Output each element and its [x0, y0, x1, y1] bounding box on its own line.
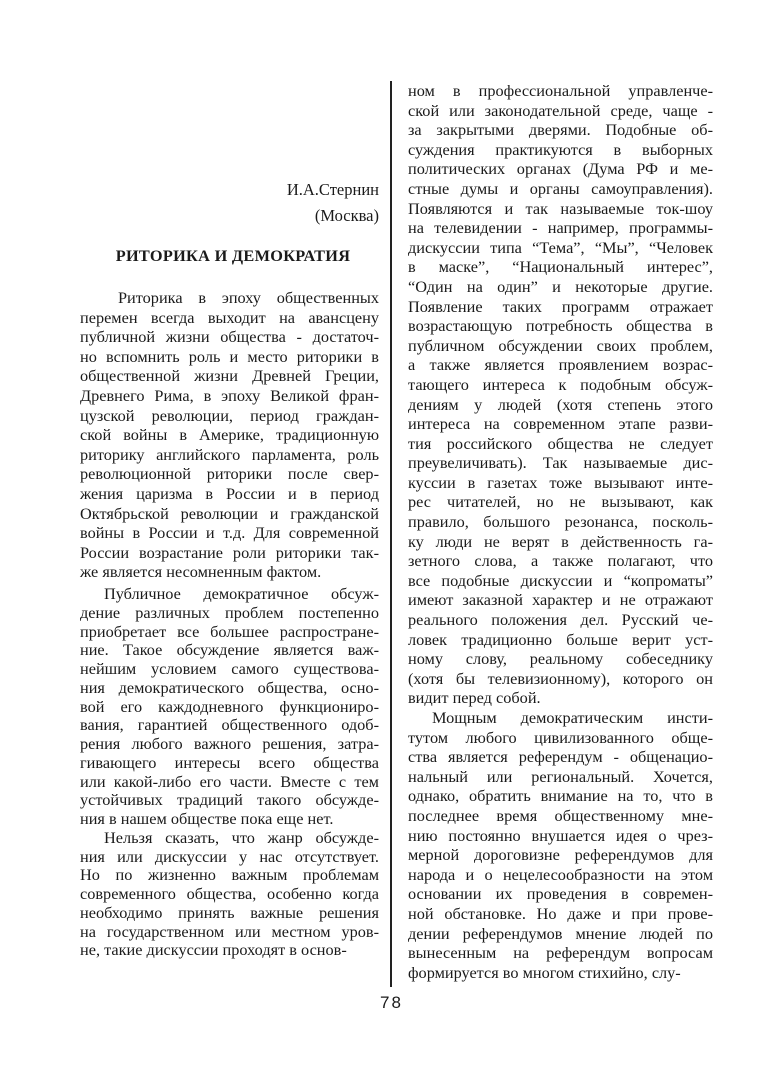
text-line: цузской революции, период граждан- [80, 405, 379, 425]
text-line: приобретает все большее распростране- [80, 621, 379, 641]
text-line: ной обстановке. Но даже и при прове- [408, 903, 713, 923]
text-line: видит перед собой. [408, 688, 541, 708]
text-line: гивающего интересы всего общества [80, 752, 379, 772]
text-line: ской или законодательной среде, чаще - [408, 100, 713, 120]
text-line: последнее время общественному мне- [408, 805, 713, 825]
text-line: тутом любого цивилизованного обще- [408, 727, 713, 747]
text-line: формируется во многом стихийно, слу- [408, 962, 681, 982]
paragraph [80, 585, 379, 960]
text-line: вой его каждодневного функциониро- [80, 696, 379, 716]
page-number: 78 [380, 993, 403, 1012]
text-line: рения любого важного решения, затра- [80, 734, 379, 753]
text-line: реального положения дел. Русский че- [408, 610, 713, 630]
text-line: публичной жизни общества - достаточ- [80, 327, 379, 347]
text-line: дении референдумов мнение людей по [408, 923, 713, 943]
text-line: Появляются и так называемые ток-шоу [408, 198, 713, 218]
text-line: на государственном или местном уров- [80, 921, 379, 941]
text-line: в маске”, “Национальный интерес”, [408, 257, 713, 277]
text-line: риторику английского парламента, роль [80, 444, 379, 464]
text-line: ному слову, реальному собеседнику [408, 649, 713, 669]
text-line: а также является проявлением возрас- [408, 355, 713, 375]
text-line: Нельзя сказать, что жанр обсужде- [104, 827, 379, 847]
text-line: все подобные дискуссии и “копроматы” [408, 570, 713, 590]
text-line: дение различных проблем постепенно [80, 602, 379, 622]
text-line: Октябрьской революции и гражданской [80, 503, 379, 523]
text-line: интереса на современном этапе разви- [408, 414, 713, 434]
text-line: тающего интереса к подобным обсуж- [408, 374, 713, 394]
text-line: вынесенным на референдум вопросам [408, 943, 713, 963]
text-line: народа и о нецелесообразности на этом [408, 864, 713, 884]
paragraph [80, 288, 379, 582]
article-title: РИТОРИКА И ДЕМОКРАТИЯ [115, 246, 351, 265]
text-line: возрастающую потребность общества в [408, 316, 713, 336]
text-line: рес читателей, но не вызывают, как [408, 492, 713, 512]
text-line: Древнего Рима, в эпоху Великой фран- [80, 385, 379, 405]
text-line: нию постоянно внушается идея о чрез- [408, 825, 713, 845]
text-line: Публичное демократичное обсуж- [104, 584, 379, 603]
text-line: ния или дискуссии у нас отсутствует. [80, 846, 379, 866]
text-line: ния в нашем обществе пока еще нет. [80, 809, 334, 828]
text-line: революционной риторики после свер- [80, 464, 379, 484]
text-line: или какой-либо его части. Вместе с тем [80, 771, 379, 791]
text-line: стные думы и органы самоуправления). [408, 178, 713, 198]
author-city: (Москва) [314, 206, 379, 225]
text-line: основании их проведения в современ- [408, 884, 713, 904]
text-line: перемен всегда выходит на авансцену [80, 307, 379, 327]
right-column [408, 81, 713, 982]
text-line: за закрытыми дверями. Подобные об- [408, 120, 713, 140]
text-line: публичном обсуждении своих проблем, [408, 335, 713, 355]
text-line: Но по жизненно важным проблемам [80, 865, 379, 885]
text-line: вания, гарантией общественного одоб- [80, 715, 379, 735]
text-line: нальный или региональный. Хочется, [408, 766, 713, 786]
text-line: войны в России и т.д. Для современной [80, 523, 379, 543]
text-line: общественной жизни Древней Греции, [80, 366, 379, 386]
text-line: ской войны в Америке, традиционную [80, 425, 379, 445]
text-line: дениям у людей (хотя степень этого [408, 394, 713, 414]
text-line: мерной дороговизне референдумов для [408, 845, 713, 865]
text-line: куссии в газетах тоже вызывают инте- [408, 472, 713, 492]
text-line: на телевидении - например, программы- [408, 218, 713, 238]
text-line: Появление таких программ отражает [408, 296, 713, 316]
text-line: но вспомнить роль и место риторики в [80, 346, 379, 366]
text-line: “Один на один” и некоторые другие. [408, 276, 713, 296]
text-line: правило, большого резонанса, посколь- [408, 512, 713, 532]
text-line: ния демократического общества, осно- [80, 677, 379, 697]
column-divider [390, 81, 392, 987]
text-line: дискуссии типа “Тема”, “Мы”, “Человек [408, 237, 713, 257]
text-line: не, такие дискуссии проходят в основ- [80, 940, 347, 960]
text-line: политических органах (Дума РФ и ме- [408, 159, 713, 179]
text-line: (хотя бы телевизионному), которого он [408, 668, 713, 688]
text-line: ловек традиционно больше верит уст- [408, 629, 713, 649]
text-line: России возрастание роли риторики так- [80, 542, 379, 562]
text-line: современного общества, особенно когда [80, 884, 379, 903]
text-line: ства является референдум - общенацио- [408, 747, 713, 767]
text-line: нейшим условием самого существова- [80, 659, 379, 678]
text-line: имеют заказной характер и не отражают [408, 590, 713, 610]
text-line: Мощным демократическим инсти- [432, 708, 713, 727]
text-line: устойчивых традиций такого обсужде- [80, 790, 379, 810]
author-name: И.А.Стернин [286, 180, 379, 199]
text-line: ном в профессиональной управленче- [408, 81, 713, 100]
text-line: ку люди не верят в действенность га- [408, 531, 713, 551]
text-line: суждения практикуются в выборных [408, 139, 713, 159]
text-line: зетного слова, а также полагают, что [408, 551, 713, 571]
text-line: ние. Такое обсуждение является важ- [80, 640, 379, 660]
text-line: же является несомненным фактом. [80, 562, 322, 582]
text-line: необходимо принять важные решения [80, 902, 379, 922]
text-line: преувеличивать). Так называемые дис- [408, 453, 713, 473]
text-line: Риторика в эпоху общественных [118, 288, 379, 307]
text-line: тия российского общества не следует [408, 433, 713, 453]
text-line: жения царизма в России и в период [80, 483, 379, 503]
text-line: однако, обратить внимание на то, что в [408, 786, 713, 806]
